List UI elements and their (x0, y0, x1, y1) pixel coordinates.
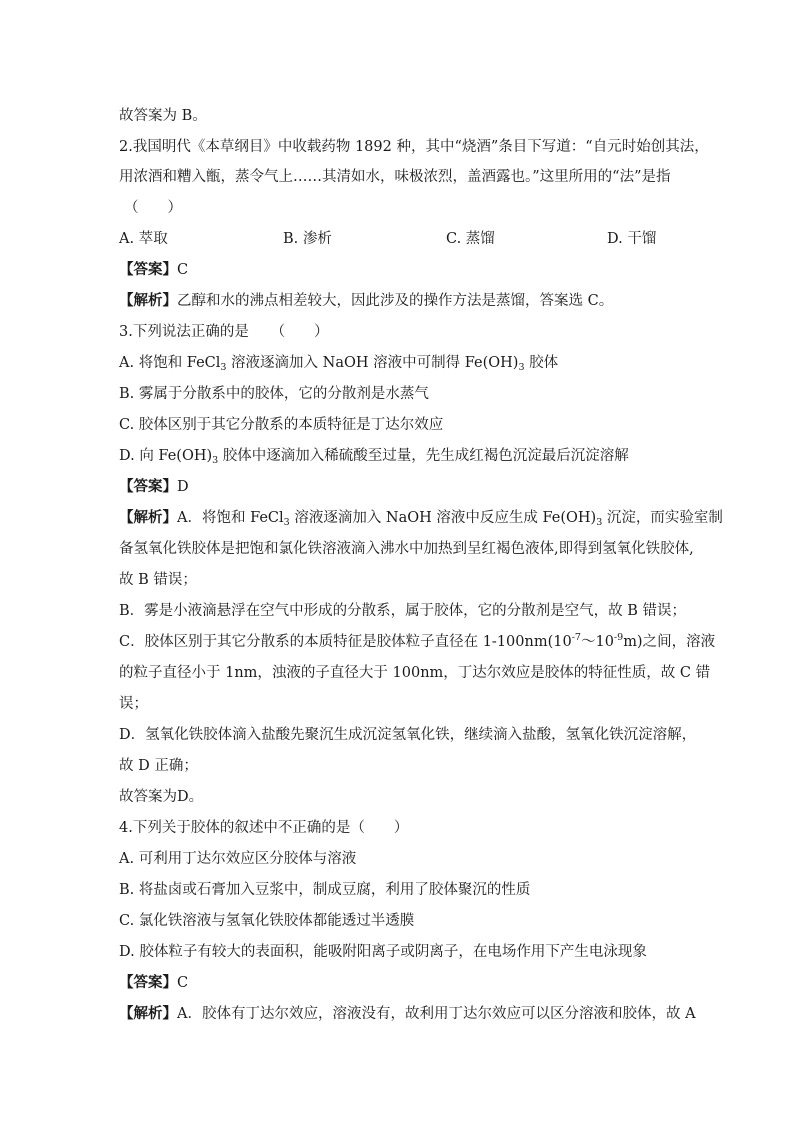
text-part: C．胶体区别于其它分散系的本质特征是胶体粒子直径在 1-100nm(10 (119, 634, 572, 650)
answer-label: 【答案】 (119, 261, 177, 278)
text-part: 溶液逐滴加入 NaOH 溶液中反应生成 Fe(OH) (289, 510, 597, 526)
text-part: D. 向 Fe(OH) (119, 448, 213, 464)
question-3-explanation-d-line-2: 故 D 正确； (119, 758, 198, 774)
question-2-answer (119, 258, 188, 279)
text-part: A. 将饱和 FeCl (119, 355, 221, 371)
question-4-option-a: A. 可利用丁达尔效应区分胶体与溶液 (119, 851, 357, 867)
question-2-option-c: C. 蒸馏 (446, 231, 495, 247)
question-2-explanation (119, 289, 613, 310)
text-part: 胶体 (524, 355, 559, 371)
question-3-explanation-c-line-3: 误； (119, 696, 148, 712)
question-2-stem-line-2: 用浓酒和糟入甑，蒸令气上……其清如水，味极浓烈，盖酒露也。”这里所用的“法”是指 (119, 169, 671, 185)
answer-line: 故答案为 B。 (119, 108, 207, 124)
answer-value: C (177, 262, 189, 278)
question-3-explanation-c-line-2: 的粒子直径小于 1nm，浊液的子直径大于 100nm，丁达尔效应是胶体的特征性质，故 C 错 (119, 665, 711, 681)
question-3-option-c: C. 胶体区别于其它分散系的本质特征是丁达尔效应 (119, 417, 444, 433)
subscript: 3 (220, 362, 227, 373)
explanation-label: 【解析】 (119, 292, 177, 309)
explanation-text: A．胶体有丁达尔效应，溶液没有，故利用丁达尔效应可以区分溶液和胶体，故 A (177, 1006, 696, 1022)
question-3-option-a (119, 351, 558, 372)
text-part: 溶液逐滴加入 NaOH 溶液中可制得 Fe(OH) (226, 355, 519, 371)
explanation-label: 【解析】 (119, 509, 177, 526)
explanation-text: 乙醇和水的沸点相差较大，因此涉及的操作方法是蒸馏，答案选 C。 (177, 293, 614, 309)
question-4-explanation (119, 1002, 696, 1023)
question-3-final-answer: 故答案为D。 (119, 789, 204, 805)
subscript: 3 (283, 517, 290, 528)
question-3-answer (119, 475, 189, 496)
question-3-explanation-c (119, 630, 715, 651)
subscript: 3 (596, 517, 603, 528)
text-part: A．将饱和 FeCl (177, 510, 284, 526)
text-part: 胶体中逐滴加入稀硫酸至过量，先生成红褐色沉淀最后沉淀溶解 (218, 448, 629, 464)
question-3-explanation-a-line-3: 故 B 错误； (119, 572, 197, 588)
answer-value: D (177, 479, 189, 495)
text-part: ～10 (580, 634, 614, 650)
text-part: m)之间，溶液 (623, 634, 716, 650)
question-2-option-b: B. 渗析 (283, 231, 332, 247)
question-3-explanation-a (119, 506, 723, 527)
explanation-label: 【解析】 (119, 1005, 177, 1022)
question-4-option-c: C. 氯化铁溶液与氢氧化铁胶体都能透过半透膜 (119, 913, 415, 929)
subscript: 3 (212, 455, 219, 466)
question-4-option-d: D. 胶体粒子有较大的表面积，能吸附阳离子或阴离子，在电场作用下产生电泳现象 (119, 944, 647, 960)
question-3-stem: 3.下列说法正确的是 （ ） (119, 324, 329, 340)
question-3-explanation-b: B．雾是小液滴悬浮在空气中形成的分散系，属于胶体，它的分散剂是空气，故 B 错误； (119, 603, 687, 619)
answer-label: 【答案】 (119, 974, 177, 991)
answer-label: 【答案】 (119, 478, 177, 495)
question-3-option-d (119, 444, 629, 465)
question-3-explanation-d: D．氢氧化铁胶体滴入盐酸先聚沉生成沉淀氢氧化铁，继续滴入盐酸，氢氧化铁沉淀溶解， (119, 727, 697, 743)
question-2-stem-line-1: 2.我国明代《本草纲目》中收载药物 1892 种，其中“烧酒”条目下写道：“自元时始创其法， (119, 139, 709, 155)
text-part: 沉淀，而实验室制 (602, 510, 723, 526)
question-2-option-a: A. 萃取 (119, 231, 168, 247)
superscript: -9 (613, 632, 624, 643)
question-4-option-b: B. 将盐卤或石膏加入豆浆中，制成豆腐，利用了胶体聚沉的性质 (119, 882, 531, 898)
superscript: -7 (571, 632, 581, 643)
subscript: 3 (518, 362, 525, 373)
question-2-option-d: D. 干馏 (607, 231, 657, 247)
question-2-stem-line-3: （ ） (124, 200, 182, 216)
question-3-explanation-a-line-2: 备氢氧化铁胶体是把饱和氯化铁溶液滴入沸水中加热到呈红褐色液体,即得到氢氧化铁胶体, (119, 541, 694, 557)
question-4-answer (119, 971, 188, 992)
question-3-option-b: B. 雾属于分散系中的胶体，它的分散剂是水蒸气 (119, 386, 429, 402)
question-4-stem: 4.下列关于胶体的叙述中不正确的是（ ） (119, 820, 409, 836)
answer-value: C (177, 975, 189, 991)
